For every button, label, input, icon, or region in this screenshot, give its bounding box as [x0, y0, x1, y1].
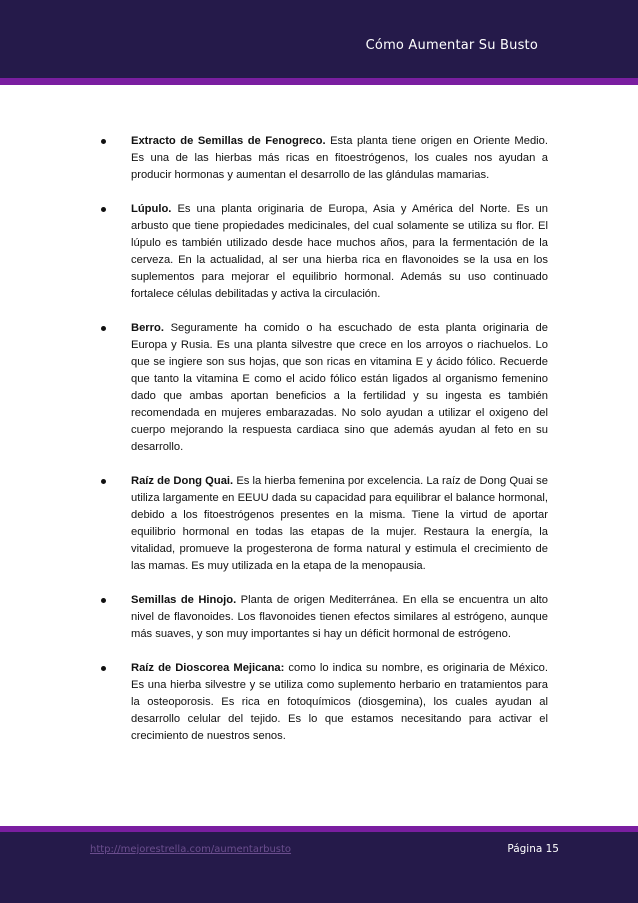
- item-title: Lúpulo.: [131, 203, 172, 215]
- header-stripe: [0, 78, 638, 85]
- list-item: [96, 133, 548, 184]
- list-item: [96, 473, 548, 575]
- item-title: Semillas de Hinojo.: [131, 594, 237, 606]
- list-item: [96, 592, 548, 643]
- page-header: [0, 0, 638, 78]
- item-text: Esta planta tiene origen en Oriente Medio. Es una de las hierbas más ricas en fitoestrógenos, los cuales nos ayudan a producir hormonas y aumentan el desarrollo de las glándulas mamarias.: [131, 135, 548, 181]
- item-text: Planta de origen Mediterránea. En ella se encuentra un alto nivel de flavonoides. Los flavonoides tienen efectos similares al estrógeno, aunque más suaves, y son muy importantes si hay un déficit hormonal de estrógeno.: [131, 594, 549, 640]
- bullet-icon: [101, 666, 106, 671]
- item-text: Seguramente ha comido o ha escuchado de esta planta originaria de Europa y Rusia. Es una planta silvestre que crece en los arroyos o riachuelos. Lo que se ingiere son sus hojas, que son ricas en vitamina E y ácido fólico. Recuerde que tanto la vitamina E como el acido fólico están ligados al organismo femenino dado que ambas aportan beneficios a la fertilidad y su ingesta es también recomendada en mujeres embarazadas. No solo ayudan a utilizar el oxigeno del cuerpo mejorando la respuesta cardiaca sino que además ayudan al feto en su desarrollo.: [131, 322, 548, 453]
- item-title: Berro.: [131, 322, 164, 334]
- header-title: Cómo Aumentar Su Busto: [365, 38, 538, 53]
- list-item: [96, 201, 548, 303]
- page-number: Página 15: [507, 843, 559, 855]
- item-text: Es la hierba femenina por excelencia. La raíz de Dong Quai se utiliza largamente en EEUU dada su capacidad para equilibrar el balance hormonal, debido a los fitoestrógenos presentes en la misma. Tiene la virtud de aportar equilibrio hormonal en todas las etapas de la mujer. Restaura la energía, la vitalidad, promueve la progesterona de forma natural y estimula el crecimiento de las mamas. Es muy utilizada en la etapa de la menopausia.: [131, 475, 548, 572]
- list-item: [96, 660, 548, 745]
- item-text: Es una planta originaria de Europa, Asia y América del Norte. Es un arbusto que tiene propiedades medicinales, del cual solamente se utiliza su flor. El lúpulo es también utilizado desde hace muchos años, para la fermentación de la cerveza. En la actualidad, al ser una hierba rica en flavonoides se la usa en los suplementos para mejorar el equilibrio hormonal. Además su uso continuado fortalece células debilitadas y activa la circulación.: [131, 203, 548, 300]
- bullet-icon: [101, 326, 106, 331]
- item-title: Extracto de Semillas de Fenogreco.: [131, 135, 326, 147]
- item-title: Raíz de Dioscorea Mejicana:: [131, 662, 285, 674]
- bullet-icon: [101, 207, 106, 212]
- bullet-icon: [101, 598, 106, 603]
- list-item: [96, 320, 548, 456]
- bullet-icon: [101, 479, 106, 484]
- footer-link[interactable]: http://mejorestrella.com/aumentarbusto: [90, 844, 292, 855]
- bullet-icon: [101, 139, 106, 144]
- item-text: como lo indica su nombre, es originaria de México. Es una hierba silvestre y se utiliza como suplemento herbario en tratamientos para la osteoporosis. Es rica en fotoquímicos (diosgemina), los cuales ayudan al desarrollo celular del tejido. Es lo que estamos necesitando para activar el crecimiento de nuestros senos.: [131, 662, 548, 742]
- item-title: Raíz de Dong Quai.: [131, 475, 234, 487]
- bullet-list: [96, 133, 548, 762]
